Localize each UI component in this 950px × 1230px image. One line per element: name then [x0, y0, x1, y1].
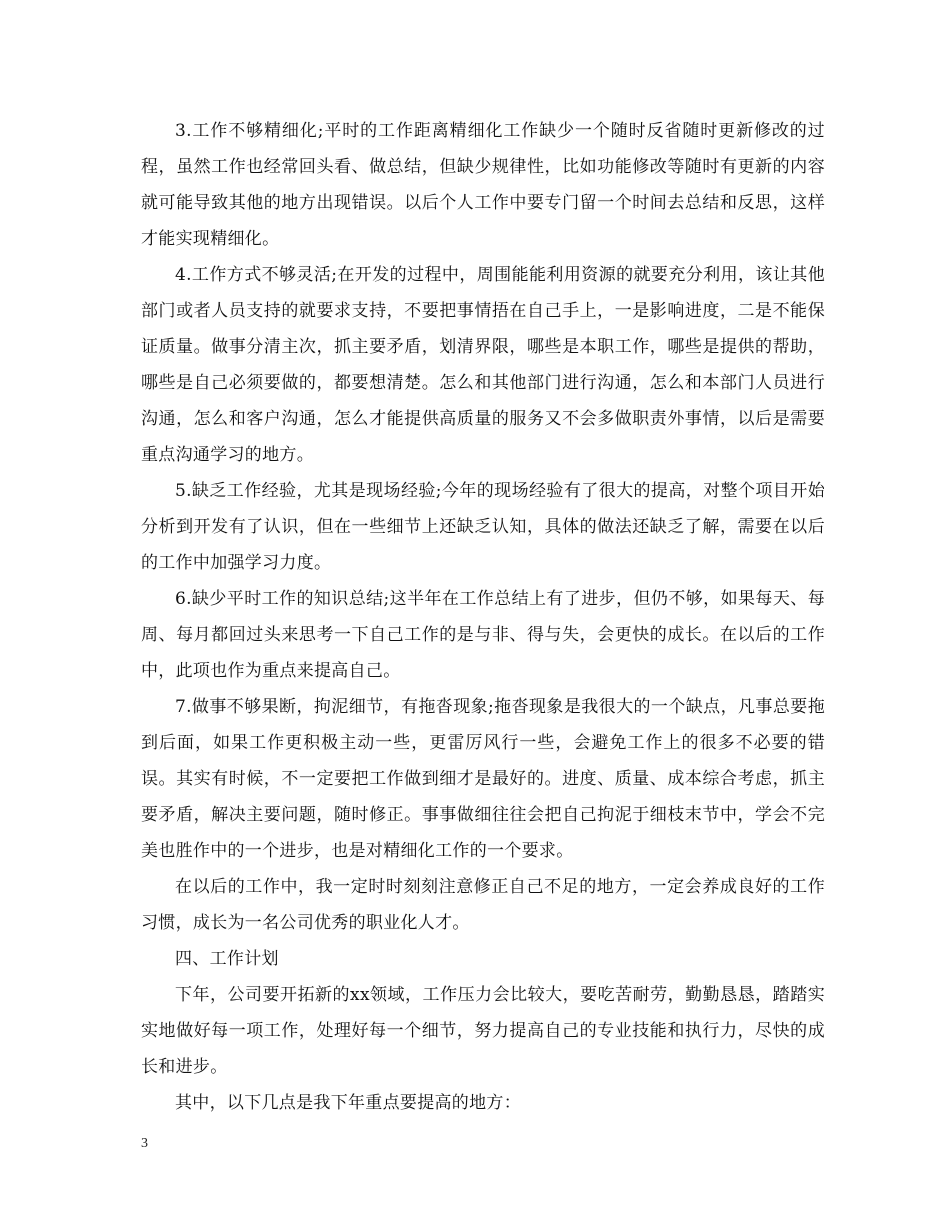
section-heading-work-plan: 四、工作计划	[175, 949, 279, 969]
paragraph-plan: 下年，公司要开拓新的xx领域，工作压力会比较大，要吃苦耐劳，勤勤恳恳，踏踏实实地做好每一项工作，处理好每一个细节，努力提高自己的专业技能和执行力，尽快的成长和进步。	[141, 985, 825, 1077]
document-body	[141, 113, 825, 1121]
paragraph-item-5: 5.缺乏工作经验，尤其是现场经验;今年的现场经验有了很大的提高，对整个项目开始分析到开发有了认识，但在一些细节上还缺乏认知，具体的做法还缺乏了解，需要在以后的工作中加强学习力度。	[141, 481, 825, 573]
paragraph-plan-intro: 其中，以下几点是我下年重点要提高的地方：	[175, 1093, 521, 1113]
paragraph-item-7: 7.做事不够果断，拘泥细节，有拖沓现象;拖沓现象是我很大的一个缺点，凡事总要拖到后面，如果工作更积极主动一些，更雷厉风行一些，会避免工作上的很多不必要的错误。其实有时候，不一定要把工作做到细才是最好的。进度、质量、成本综合考虑，抓主要矛盾，解决主要问题，随时修正。事事做细往往会把自己拘泥于细枝末节中，学会不完美也胜作中的一个进步，也是对精细化工作的一个要求。	[141, 697, 825, 861]
paragraph-item-4: 4.工作方式不够灵活;在开发的过程中，周围能能利用资源的就要充分利用，该让其他部门或者人员支持的就要求支持，不要把事情捂在自己手上，一是影响进度，二是不能保证质量。做事分清主次，抓主要矛盾，划清界限，哪些是本职工作，哪些是提供的帮助，哪些是自己必须要做的，都要想清楚。怎么和其他部门进行沟通，怎么和本部门人员进行沟通，怎么和客户沟通，怎么才能提供高质量的服务又不会多做职责外事情，以后是需要重点沟通学习的地方。	[141, 265, 825, 465]
paragraph-summary: 在以后的工作中，我一定时时刻刻注意修正自己不足的地方，一定会养成良好的工作习惯，成长为一名公司优秀的职业化人才。	[141, 877, 825, 933]
page-number: 3	[141, 1136, 148, 1151]
paragraph-item-6: 6.缺少平时工作的知识总结;这半年在工作总结上有了进步，但仍不够，如果每天、每周、每月都回过头来思考一下自己工作的是与非、得与失，会更快的成长。在以后的工作中，此项也作为重点来提高自己。	[141, 589, 825, 681]
paragraph-item-3: 3.工作不够精细化;平时的工作距离精细化工作缺少一个随时反省随时更新修改的过程，虽然工作也经常回头看、做总结，但缺少规律性，比如功能修改等随时有更新的内容就可能导致其他的地方出现错误。以后个人工作中要专门留一个时间去总结和反思，这样才能实现精细化。	[141, 121, 825, 249]
